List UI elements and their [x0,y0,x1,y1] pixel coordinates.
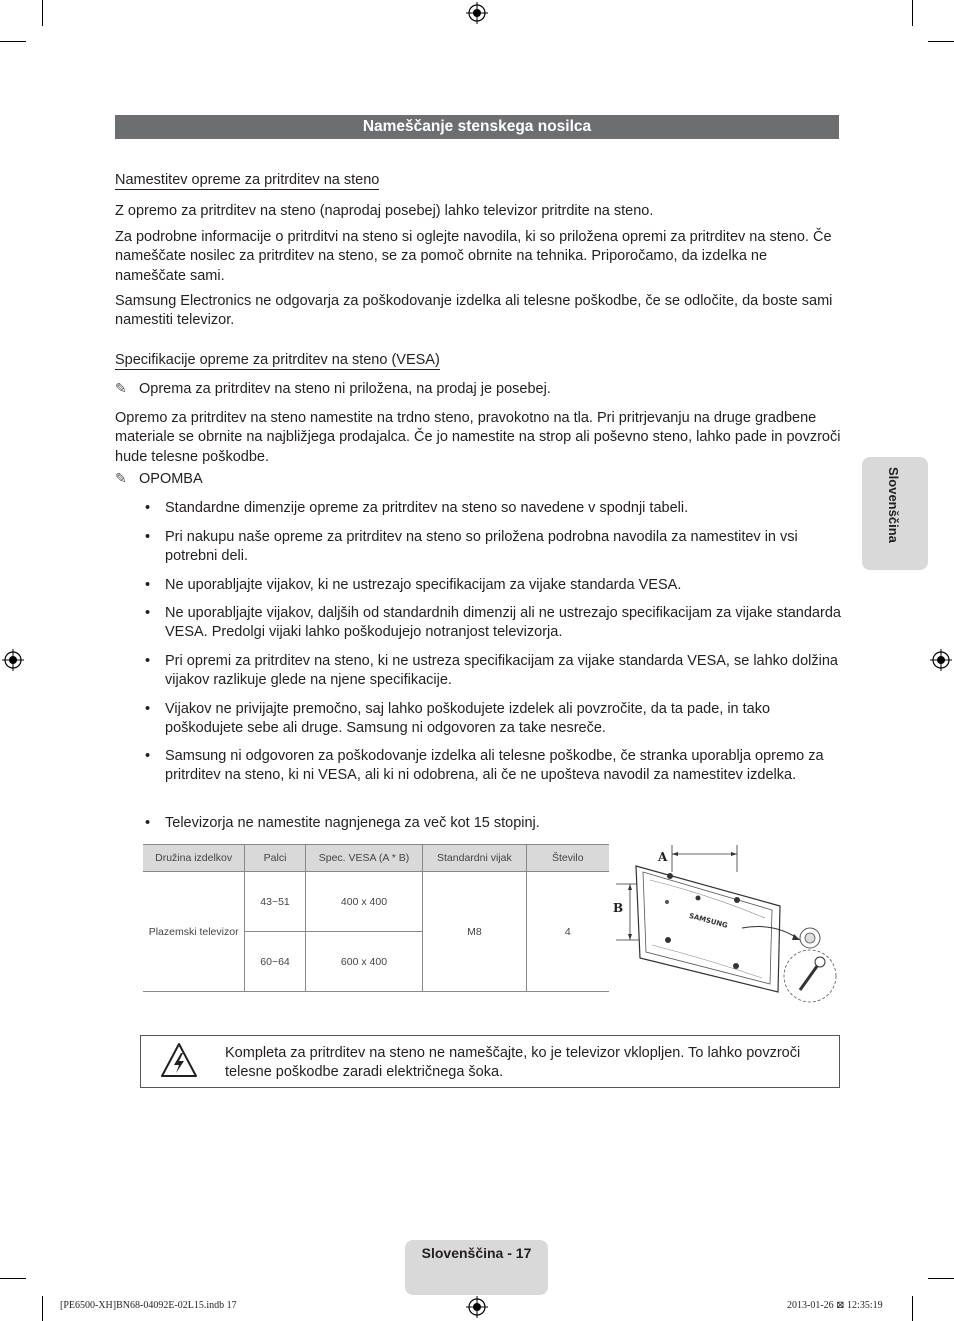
brand-label: SAMSUNG [688,911,729,930]
list-item-text: Pri nakupu naše opreme za pritrditev na steno so priložena podrobna navodila za namestitev in vsi potrebni deli. [165,529,798,565]
language-side-tab-label: Slovenščina [886,467,901,543]
registration-mark-icon [466,1296,488,1318]
table-cell-inches: 43~51 [245,872,306,932]
page-number-tab [405,1240,548,1295]
table-cell-inches: 60~64 [245,932,306,992]
note-label: OPOMBA [139,471,203,487]
list-item-text: Ne uporabljajte vijakov, ki ne ustrezajo specifikacijam za vijake standarda VESA. [165,577,682,593]
list-item: • Televizorja ne namestite nagnjenega za več kot 15 stopinj. [145,814,841,833]
registration-mark-icon [2,649,24,671]
crop-mark [42,0,43,26]
crop-mark [928,1278,954,1279]
list-item: • Standardne dimenzije opreme za pritrditev na steno so navedene v spodnji tabeli. [145,499,841,518]
list-item-text: Samsung ni odgovoren za poškodovanje izdelka ali telesne poškodbe, če stranka uporablja opremo za pritrditev na steno, ki ni VESA, ali ki ni odobrena, ali če ne upošteva navodil za namestitev izdelka. [165,748,824,784]
page-number: Slovenščina - 17 [421,1245,532,1261]
table-header: Standardni vijak [423,845,526,872]
pencil-note-icon: ✎ [115,380,127,396]
dimension-label-a: A [658,850,668,864]
table-header-row [143,845,609,872]
table-cell-vesa: 600 x 400 [305,932,422,992]
crop-mark [928,41,954,42]
vesa-spec-table [143,844,609,992]
crop-mark [0,1278,26,1279]
list-item-text: Vijakov ne privijajte premočno, saj lahko poškodujete izdelek ali povzročite, da ta pade, in tako poškodujete sebe ali druge. Samsung ni odgovoren za take nesreče. [165,701,771,737]
registration-mark-icon [930,649,952,671]
list-item-text: Standardne dimenzije opreme za pritrditev na steno so navedene v spodnji tabeli. [165,500,689,516]
list-item: • Ne uporabljajte vijakov, ki ne ustrezajo specifikacijam za vijake standarda VESA. [145,576,841,595]
crop-mark [0,41,26,42]
imprint-timestamp: 2013-01-26 ⊠ 12:35:19 [787,1300,883,1311]
warning-text: Kompleta za pritrditev na steno ne nameščajte, ko je televizor vklopljen. To lahko povzroči telesne poškodbe zaradi električnega šoka. [225,1045,801,1081]
crop-mark [42,1296,43,1321]
note [115,380,551,397]
paragraph: Opremo za pritrditev na steno namestite na trdno steno, pravokotno na tla. Pri pritrjevanju na druge gradbene materiale se obrnite na najbližjega prodajalca. Če jo namestite na strop ali poševno steno, lahko pade in povzroči hude telesne poškodbe. [115,410,841,465]
table-cell-screw: M8 [423,872,526,992]
table-header: Palci [245,845,306,872]
table-cell-count: 4 [526,872,609,992]
table-header: Družina izdelkov [143,845,245,872]
table-header: Število [526,845,609,872]
subsection-heading-text: Specifikacije opreme za pritrditev na steno (VESA) [115,352,440,368]
table-row [143,872,609,932]
list-item-text: Pri opremi za pritrditev na steno, ki ne ustreza specifikacijam za vijake standarda VESA, se lahko dolžina vijakov razlikuje glede na njene specifikacije. [165,653,838,689]
electric-shock-warning-icon [160,1041,198,1079]
section-title: Nameščanje stenskega nosilca [115,115,839,139]
note [115,470,203,487]
registration-mark-icon [466,2,488,24]
list-item: • Pri nakupu naše opreme za pritrditev na steno so priložena podrobna navodila za namestitev in vsi potrebni deli. [145,528,841,567]
crop-mark [912,0,913,26]
table-cell-vesa: 400 x 400 [305,872,422,932]
subsection-heading [115,351,440,369]
list-item: • Ne uporabljajte vijakov, daljših od standardnih dimenzij ali ne ustrezajo specifikacijam za vijake standarda VESA. Predolgi vijaki lahko poškodujejo notranjost televizorja. [145,604,841,643]
paragraph: Za podrobne informacije o pritrditvi na steno si oglejte navodila, ki so priložena opremi za pritrditev na steno. Če nameščate nosilec za pritrditev na steno, se za pomoč obrnite na tehnika. Priporočamo, da izdelka ne nameščate sami. [115,229,832,284]
paragraph: Samsung Electronics ne odgovarja za poškodovanje izdelka ali telesne poškodbe, če se odločite, da boste sami namestiti televizor. [115,293,833,329]
subsection-heading-text: Namestitev opreme za pritrditev na steno [115,172,380,188]
paragraph: Z opremo za pritrditev na steno (naprodaj posebej) lahko televizor pritrdite na steno. [115,203,654,219]
list-item: • Vijakov ne privijajte premočno, saj lahko poškodujete izdelek ali povzročite, da ta pade, in tako poškodujete sebe ali druge. Samsung ni odgovoren za take nesreče. [145,700,841,739]
subsection-heading [115,171,379,189]
list-item: • Samsung ni odgovoren za poškodovanje izdelka ali telesne poškodbe, če stranka uporablja opremo za pritrditev na steno, ki ni VESA, ali ki ni odobrena, ali če ne upošteva navodil za namestitev izdelka. [145,747,841,786]
table-cell-family: Plazemski televizor [143,872,245,992]
list-item-text: Ne uporabljajte vijakov, daljših od standardnih dimenzij ali ne ustrezajo specifikacijam za vijake standarda VESA. Predolgi vijaki lahko poškodujejo notranjost televizorja. [165,605,841,641]
table-header: Spec. VESA (A * B) [305,845,422,872]
imprint-file: [PE6500-XH]BN68-04092E-02L15.indb 17 [60,1300,237,1311]
list-item-text: Televizorja ne namestite nagnjenega za več kot 15 stopinj. [165,815,540,831]
tv-wall-mount-diagram [610,840,840,1010]
dimension-label-b: B [613,901,624,915]
language-side-tab [862,457,928,570]
list-item: • Pri opremi za pritrditev na steno, ki ne ustreza specifikacijam za vijake standarda VESA, se lahko dolžina vijakov razlikuje glede na njene specifikacije. [145,652,841,691]
crop-mark [912,1296,913,1321]
note-text: Oprema za pritrditev na steno ni priložena, na prodaj je posebej. [139,381,551,397]
pencil-note-icon: ✎ [115,470,127,486]
warning-box [140,1035,840,1088]
